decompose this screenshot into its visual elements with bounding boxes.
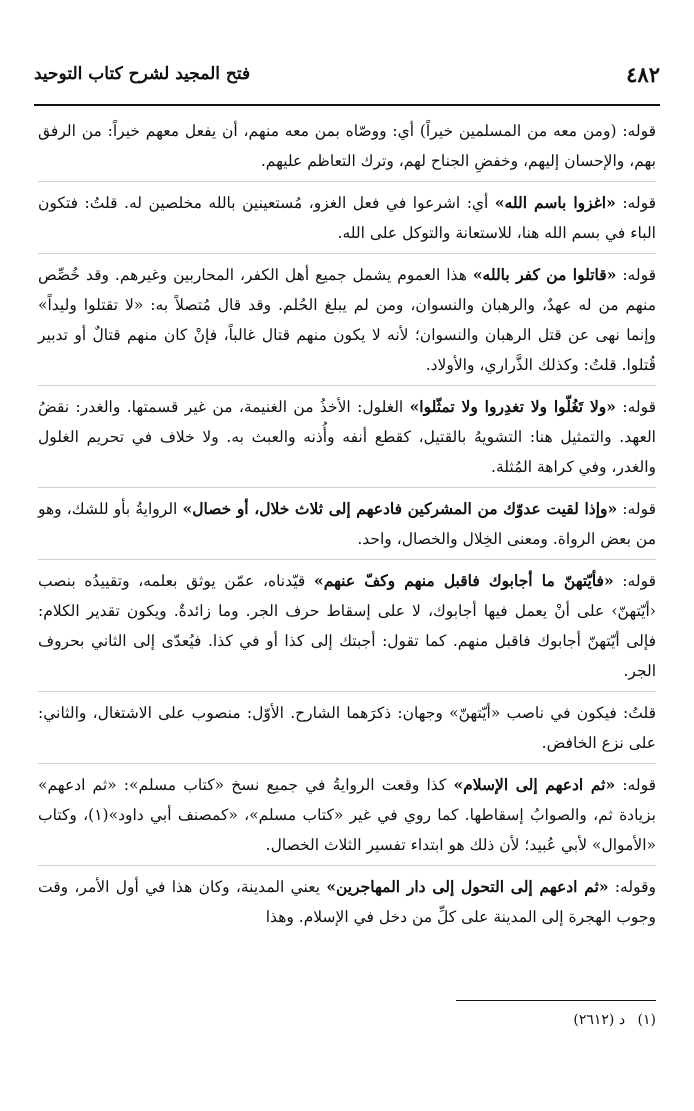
paragraph: [38, 698, 656, 764]
paragraph: [38, 188, 656, 254]
paragraph-text: الروايةُ بأو للشك، وهو من بعض الرواة. ومعنى الخِلال والخصال، واحد.: [38, 500, 656, 548]
hadith-quote: «وإذا لقيت عدوّك من المشركين فادعهم إلى ثلاث خلال، أو خصال»: [182, 499, 618, 518]
footnote-text: د (٢٦١٢): [573, 1012, 626, 1028]
footnote-number: (١): [637, 1012, 656, 1028]
paragraph-text: قيّدناه، عمّن يوثق بعلمه، وتقييدُه بنصب ‹أيّتهنّ› على أنْ يعمل فيها أجابوك، لا على إسقاط حرف الجر. وما زائدةٌ. ويكون تقدير الكلام: فإلى أيّتهنّ أجابوك فاقبل منهم. كما تقول: أجبتك إلى كذا أو في كذا. فيُعدّى إلى الثاني بحروف الجر.: [38, 572, 656, 680]
paragraph-lead: قوله:: [622, 572, 656, 590]
book-title: فتح المجيد لشرح كتاب التوحيد: [34, 64, 251, 84]
paragraph-text: كذا وقعت الروايةُ في جميع نسخ «كتاب مسلم»: «ثم ادعهم» بزيادة ثم، والصوابُ إسقاطها. كما روي في غير «كتاب مسلم»، «كمصنف أبي داود»(١)، وكتاب «الأموال» لأبي عُبيد؛ لأن ذلك هو ابتداء تفسير الثلاث الخصال.: [38, 776, 656, 854]
paragraph: [38, 260, 656, 386]
page-header: [34, 60, 660, 100]
paragraph-text: قوله: (ومن معه من المسلمين خيراً) أي: ووصّاه بمن معه منهم، أن يفعل معهم خيراً: من الرفق بهم، والإحسان إليهم، وخفضِ الجناح لهم، وترك التعاظم عليهم.: [38, 122, 656, 170]
paragraph-lead: قوله:: [622, 776, 656, 794]
paragraph-text: يعني المدينة، وكان هذا في أول الأمر، وقت وجوب الهجرة إلى المدينة على كلِّ من دخل في الإسلام. وهذا: [38, 878, 656, 926]
hadith-quote: «ولا تَغُلّوا ولا تغدِروا ولا تمثّلوا»: [409, 397, 616, 416]
paragraph: [38, 116, 656, 182]
hadith-quote: «ثم ادعهم إلى التحول إلى دار المهاجرين»: [326, 877, 609, 896]
paragraph: [38, 392, 656, 488]
paragraph-lead: قوله:: [622, 500, 656, 518]
hadith-quote: «قاتلوا من كفر بالله»: [472, 265, 617, 284]
hadith-quote: «اغزوا باسم الله»: [494, 193, 616, 212]
paragraph-text: الغلول: الأخذُ من الغنيمة، من غير قسمتها. والغدر: نقضُ العهد. والتمثيل هنا: التشويهُ بالقتيل، كقطع أنفه وأُذنه والعبث به. ولا خلاف في تحريم الغلول والغدر، وفي كراهة المُثلة.: [38, 398, 656, 476]
paragraph-text: هذا العموم يشمل جميع أهل الكفر، المحاربين وغيرهم. وقد خُصِّص منهم من له عهدٌ، والرهبان والنسوان، ومن لم يبلغ الحُلم. وقد قال مُتصلاً به: «لا تقتلوا وليداً» وإنما نهى عن قتل الرهبان والنسوان؛ لأنه لا يكون منهم قتال غالباً، فإنْ كان منهم قتالٌ أو تدبير قُتلوا. قلتُ: وكذلك الذَّراري، والأولاد.: [38, 266, 656, 374]
paragraph-lead: وقوله:: [614, 878, 656, 896]
hadith-quote: «فأيّتهنّ ما أجابوك فاقبل منهم وكفّ عنهم»: [314, 571, 614, 590]
paragraph-text: أي: اشرعوا في فعل الغزو، مُستعينين بالله مخلصين له. قلتُ: فتكون الباء في بسم الله هنا، للاستعانة والتوكل على الله.: [38, 194, 656, 242]
paragraph: [38, 566, 656, 692]
paragraph-text: قلتُ: فيكون في ناصب «أيّتهنّ» وجهان: ذكرَهما الشارح. الأوّل: منصوب على الاشتغال، والثاني: على نزع الخافض.: [38, 704, 656, 752]
page-number: ٤٨٢: [626, 62, 660, 87]
paragraph-lead: قوله:: [622, 398, 657, 416]
paragraph-lead: قوله:: [622, 266, 656, 284]
page-body: [38, 116, 656, 943]
paragraph: [38, 770, 656, 866]
header-divider: [34, 104, 660, 106]
footnote-divider: [456, 1000, 656, 1001]
paragraph: [38, 494, 656, 560]
footnote: [38, 1012, 656, 1028]
paragraph: [38, 872, 656, 937]
hadith-quote: «ثم ادعهم إلى الإسلام»: [453, 775, 616, 794]
paragraph-lead: قوله:: [622, 194, 656, 212]
